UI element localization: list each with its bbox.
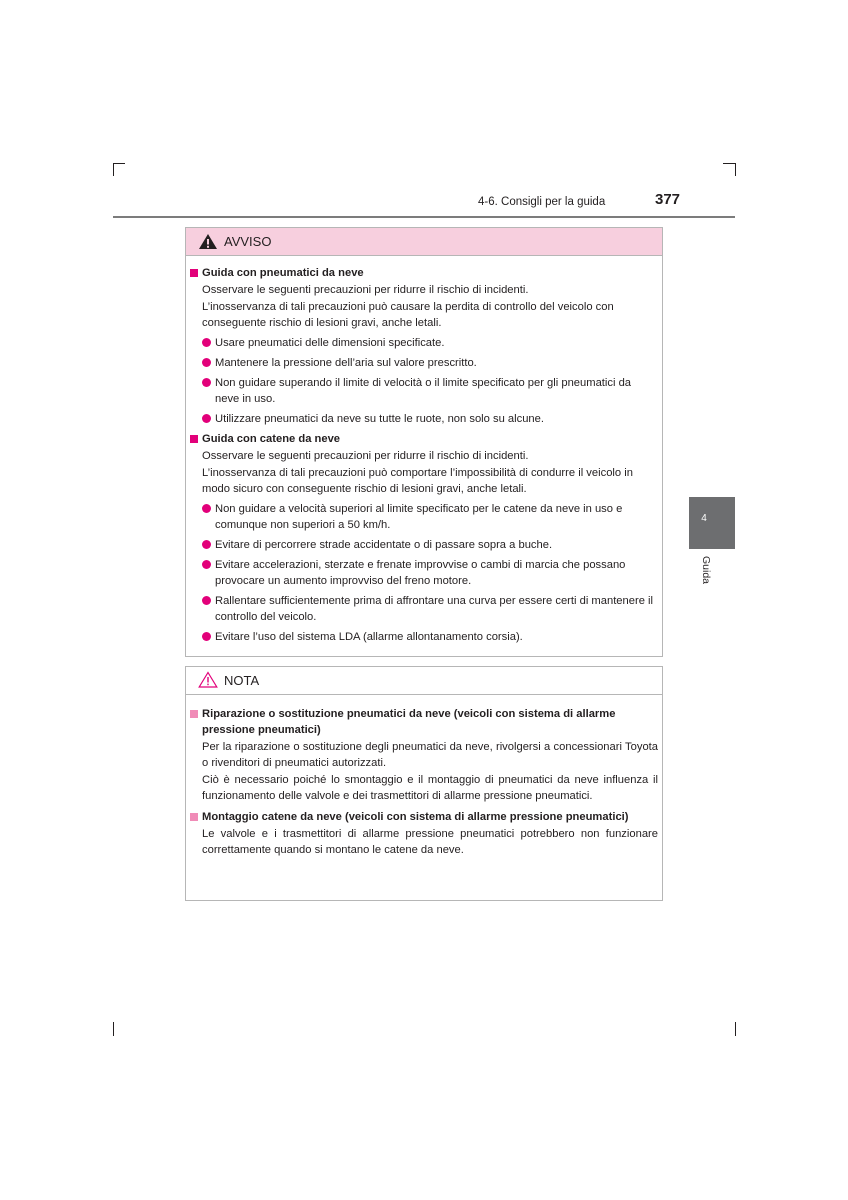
bullet-dot-icon (202, 358, 211, 367)
paragraph: Osservare le seguenti precauzioni per ridurre il rischio di incidenti. (202, 284, 529, 296)
warning-content (186, 256, 662, 645)
bullet-dot-icon (202, 414, 211, 423)
list-item: Mantenere la pressione dell’aria sul valore prescritto. (190, 355, 658, 371)
list-item: Non guidare a velocità superiori al limite specificato per le catene da neve in uso e comunque non superiori a 50 km/h. (190, 501, 658, 533)
paragraph: Le valvole e i trasmettitori di allarme pressione pneumatici potrebbero non funzionare correttamente quando si montano le catene da neve. (202, 828, 658, 856)
paragraph: L’inosservanza di tali precauzioni può comportare l’impossibilità di condurre il veicolo in modo sicuro con conseguente rischio di lesioni gravi, anche letali. (202, 467, 633, 495)
paragraph: Osservare le seguenti precauzioni per ridurre il rischio di incidenti. (202, 450, 529, 462)
chapter-tab (689, 497, 735, 549)
bullet-dot-icon (202, 338, 211, 347)
list-item: Evitare l’uso del sistema LDA (allarme allontanamento corsia). (190, 629, 658, 645)
warning-title: AVVISO (224, 234, 272, 249)
page-number: 377 (655, 191, 681, 208)
caution-icon (198, 671, 218, 688)
list-item: Evitare accelerazioni, sterzate e frenate improvvise o cambi di marcia che possano provocare un aumento improvviso del freno motore. (190, 557, 658, 589)
chapter-number: 4 (701, 513, 707, 524)
bullet-dot-icon (202, 596, 211, 605)
paragraph: L’inosservanza di tali precauzioni può causare la perdita di controllo del veicolo con conseguente rischio di lesioni gravi, anche letali. (202, 301, 614, 329)
note-box (185, 666, 663, 901)
list-item: Non guidare superando il limite di velocità o il limite specificato per gli pneumatici da neve in uso. (190, 375, 658, 407)
crop-mark (735, 1022, 736, 1036)
list-item: Rallentare sufficientemente prima di affrontare una curva per essere certi di mantenere il controllo del veicolo. (190, 593, 658, 625)
section-title: 4-6. Consigli per la guida (478, 196, 606, 208)
section-heading: Riparazione o sostituzione pneumatici da neve (veicoli con sistema di allarme pressione pneumatici) (190, 706, 658, 738)
warning-icon (198, 233, 218, 250)
bullet-dot-icon (202, 540, 211, 549)
bullet-dot-icon (202, 560, 211, 569)
bullet-dot-icon (202, 632, 211, 641)
warning-box-header (186, 228, 662, 256)
paragraph: Per la riparazione o sostituzione degli pneumatici da neve, rivolgersi a concessionari Toyota o rivenditori di pneumatici autorizzati. (202, 741, 658, 769)
crop-mark (735, 163, 736, 176)
crop-mark (113, 1022, 114, 1036)
crop-mark (113, 163, 114, 176)
square-bullet-icon (190, 435, 198, 443)
square-bullet-icon (190, 813, 198, 821)
section-heading: Montaggio catene da neve (veicoli con sistema di allarme pressione pneumatici) (190, 809, 658, 825)
square-bullet-icon (190, 710, 198, 718)
note-content (186, 695, 662, 858)
paragraph: Ciò è necessario poiché lo smontaggio e il montaggio di pneumatici da neve influenza il funzionamento delle valvole e dei trasmettitori di allarme pressione pneumatici. (202, 774, 658, 802)
bullet-dot-icon (202, 504, 211, 513)
section-heading: Guida con catene da neve (190, 431, 658, 447)
list-item: Utilizzare pneumatici da neve su tutte le ruote, non solo su alcune. (190, 411, 658, 427)
bullet-dot-icon (202, 378, 211, 387)
note-title: NOTA (224, 673, 260, 688)
warning-box (185, 227, 663, 657)
crop-mark (113, 163, 125, 164)
crop-mark (723, 163, 735, 164)
square-bullet-icon (190, 269, 198, 277)
header-rule (113, 216, 735, 218)
list-item: Evitare di percorrere strade accidentate o di passare sopra a buche. (190, 537, 658, 553)
chapter-label: Guida (700, 556, 712, 585)
section-heading: Guida con pneumatici da neve (190, 265, 658, 281)
list-item: Usare pneumatici delle dimensioni specificate. (190, 335, 658, 351)
note-box-header (186, 667, 662, 695)
